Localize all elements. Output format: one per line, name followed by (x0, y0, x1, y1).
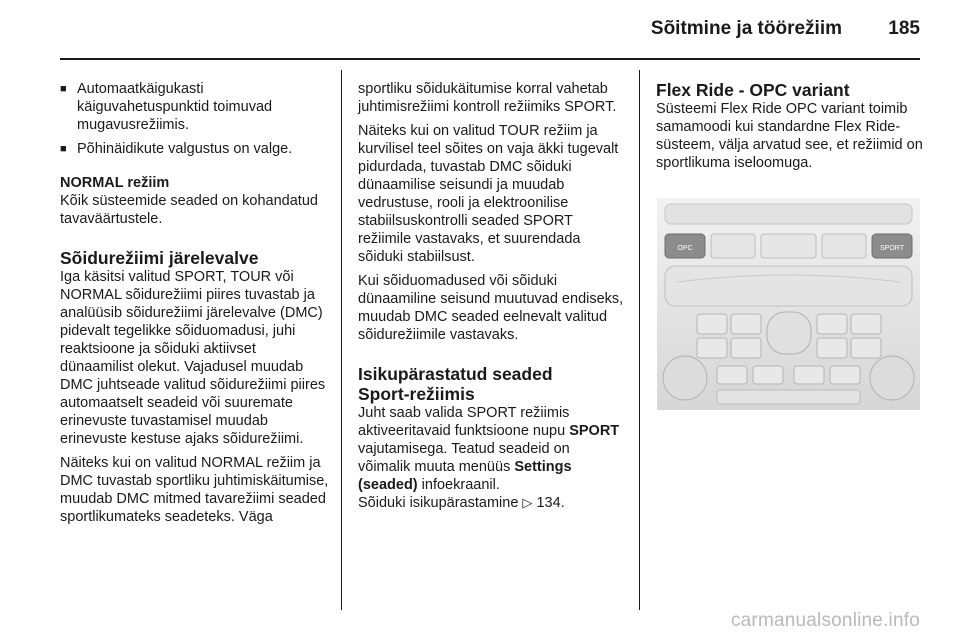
control-panel-drawing (657, 198, 920, 410)
monitor-heading: Sõidurežiimi järelevalve (60, 248, 259, 268)
column-3 (656, 80, 924, 178)
page-reference: 134. (536, 495, 565, 511)
normal-mode-heading: NORMAL režiim (60, 175, 170, 191)
monitor-text: Iga käsitsi valitud SPORT, TOUR või NORMAL sõidurežiimi piires tuvastab ja analüüsib sõidurežiimi järelevalve (DMC) pidevalt tegelikke sõiduomadusi, juhi reaktsioone ja sõiduki aktiivset dünaamilist olekut. Vajadusel muudab DMC juhtseade valitud sõidurežiimi piires automaatselt seadeid või suuremate erinevuste tuvastamisel muudab erinevuste kestuse ajaks sõidurežiimi. (60, 269, 326, 447)
control-panel-illustration (657, 198, 920, 410)
normal-mode-text: Kõik süsteemide seaded on kohandatud tavaväärtustele. (60, 193, 318, 227)
column-divider (639, 70, 640, 610)
bullet-square-icon: ■ (60, 83, 67, 95)
column-divider (341, 70, 342, 610)
custom-settings-text: Juht saab valida SPORT režiimis aktiveeritavaid funktsioone nupu SPORT vajutamisega. Teatud seadeid on võimalik muuta menüüs Settings (seaded) infoekraanil. Sõiduki isikupärastamine ▷ 134. (358, 405, 620, 511)
opc-text: Süsteemi Flex Ride OPC variant toimib samamoodi kui standardne Flex Ride-süsteem, välja arvatud see, et režiimid on sportlikuma iseloomuga. (656, 101, 923, 171)
tour-text: Näiteks kui on valitud TOUR režiim ja kurvilisel teel sõites on vaja äkki tugevalt pidurdada, tuvastab DMC sõiduki dünaamilise seisundi ja muudab vedrustuse, rooli ja elektroonilise stabiilsuskontrolli seaded SPORT režiimile vastavaks, et suurendada sõiduki stabiilsust. (358, 123, 619, 265)
list-item: ■ Automaatkäigukasti käiguvahetuspunktid toimuvad mugavusrežiimis. (60, 81, 273, 133)
column-2 (358, 80, 624, 518)
example-text-continued: sportliku sõidukäitumise korral vahetab juhtimisrežiimi kontroll režiimiks SPORT. (358, 81, 617, 115)
list-item: ■ Põhinäidikute valgustus on valge. (60, 141, 293, 157)
settings-menu-label: Settings (seaded) (358, 459, 572, 493)
watermark: carmanualsonline.info (730, 610, 920, 631)
page-reference-icon: ▷ (522, 495, 533, 510)
sport-button-label: SPORT (569, 423, 620, 439)
opc-button-label: OPC (677, 245, 693, 252)
page-title: Sõitmine ja töörežiim (650, 18, 842, 39)
revert-text: Kui sõiduomadused või sõiduki dünaamiline seisund muutuvad endiseks, muudab DMC seaded eelnevalt valitud sõidurežiimile vastavaks. (358, 273, 624, 343)
column-1 (60, 80, 330, 532)
example-text: Näiteks kui on valitud NORMAL režiim ja DMC tuvastab sportliku juhtimiskäitumise, muudab DMC mitmed tavarežiimi seaded sportlikumateks seadeteks. Väga (60, 455, 329, 525)
page-header (60, 0, 920, 60)
bullet-square-icon: ■ (60, 143, 67, 155)
opc-heading: Flex Ride - OPC variant (656, 80, 850, 100)
sport-button-label: SPORT (880, 245, 904, 252)
page-number: 185 (888, 18, 920, 39)
custom-settings-heading: Isikupärastatud seaded Sport-režiimis (358, 364, 553, 404)
